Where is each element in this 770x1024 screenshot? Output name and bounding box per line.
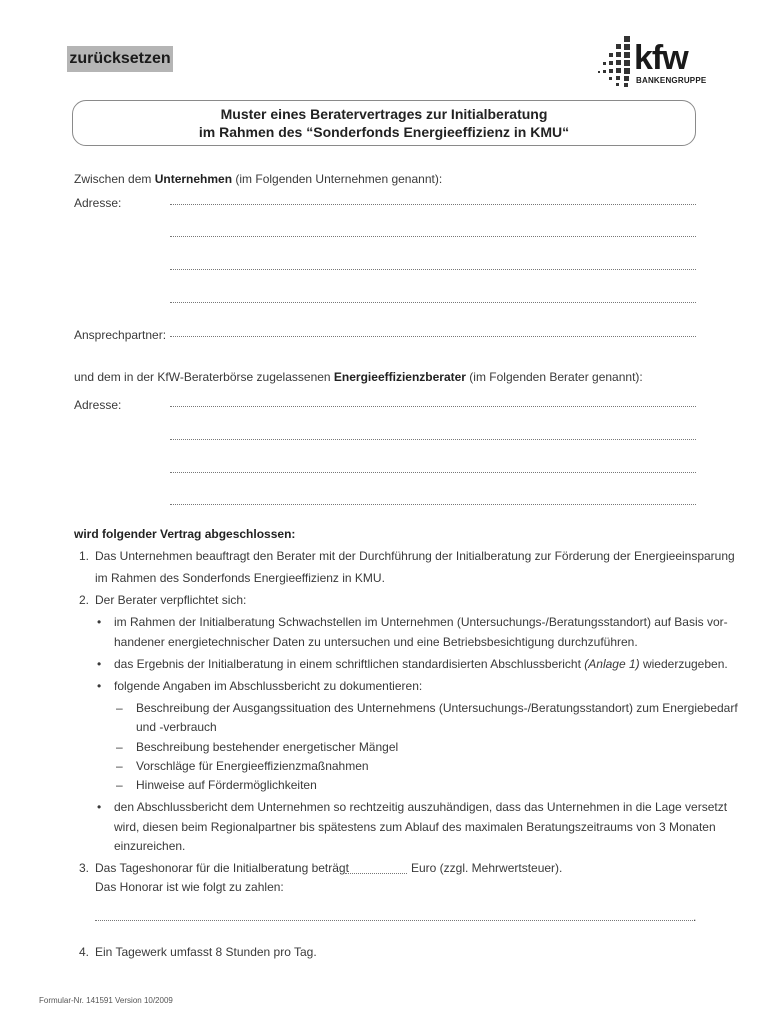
company-address-line-4[interactable] xyxy=(170,302,696,303)
item-1-number: 1. xyxy=(79,549,90,563)
dash-3: – xyxy=(116,759,123,773)
company-address-line-2[interactable] xyxy=(170,236,696,237)
item-4-number: 4. xyxy=(79,945,90,959)
daily-fee-field[interactable] xyxy=(345,873,407,874)
contract-heading: wird folgender Vertrag abgeschlossen: xyxy=(74,527,296,541)
item-3-number: 3. xyxy=(79,861,90,875)
form-number-footer: Formular-Nr. 141591 Version 10/2009 xyxy=(39,996,173,1005)
bullet-4-line-3: einzureichen. xyxy=(114,839,186,853)
dash-4-text: Hinweise auf Fördermöglichkeiten xyxy=(136,778,317,792)
reset-button[interactable]: zurücksetzen xyxy=(67,46,173,72)
bullet-3: • xyxy=(97,679,102,693)
item-1-line-1: Das Unternehmen beauftragt den Berater mit der Durchführung der Initialberatung zur Förderung der Energieeinsparung xyxy=(95,549,735,563)
advisor-address-line-2[interactable] xyxy=(170,439,696,440)
item-3-text-pre: Das Tageshonorar für die Initialberatung beträgt xyxy=(95,861,349,875)
kfw-logo-text: kfw xyxy=(634,39,688,77)
bullet-4-line-1: den Abschlussbericht dem Unternehmen so rechtzeitig auszuhändigen, dass das Unternehmen in die Lage versetzt xyxy=(114,800,728,814)
title-line-1: Muster eines Beratervertrages zur Initialberatung xyxy=(220,106,548,122)
bullet-1-line-1: im Rahmen der Initialberatung Schwachstellen im Unternehmen (Untersuchungs-/Beratungsstandort) auf Basis vor- xyxy=(114,615,728,629)
advisor-address-line-4[interactable] xyxy=(170,504,696,505)
kfw-logo xyxy=(598,36,707,88)
company-address-line-1[interactable] xyxy=(170,204,696,205)
company-address-label: Adresse: xyxy=(74,196,122,210)
item-2-text: Der Berater verpflichtet sich: xyxy=(95,593,247,607)
dash-1-line-1: Beschreibung der Ausgangssituation des Unternehmens (Untersuchungs-/Beratungsstandort) zum Energiebedarf xyxy=(136,701,738,715)
dash-2-text: Beschreibung bestehender energetischer Mängel xyxy=(136,740,399,754)
item-4-text: Ein Tagewerk umfasst 8 Stunden pro Tag. xyxy=(95,945,317,959)
bullet-4: • xyxy=(97,800,102,814)
payment-terms-period: . xyxy=(693,910,697,924)
item-3-text-post: Euro (zzgl. Mehrwertsteuer). xyxy=(411,861,563,875)
advisor-address-line-1[interactable] xyxy=(170,406,696,407)
bullet-1-line-2: handener energietechnischer Daten zu untersuchen und eine Betriebsbesichtigung durchzuführen. xyxy=(114,635,638,649)
bullet-1: • xyxy=(97,615,102,629)
kfw-dots-icon xyxy=(598,36,632,88)
dash-4: – xyxy=(116,778,123,792)
bullet-4-line-2: wird, diesen beim Regionalpartner bis spätestens zum Ablauf des maximalen Beratungszeitraums von 3 Monaten xyxy=(114,820,716,834)
dash-1: – xyxy=(116,701,123,715)
company-address-line-3[interactable] xyxy=(170,269,696,270)
item-3-line-2: Das Honorar ist wie folgt zu zahlen: xyxy=(95,880,284,894)
contact-label: Ansprechpartner: xyxy=(74,328,167,342)
dash-2: – xyxy=(116,740,123,754)
bullet-3-text: folgende Angaben im Abschlussbericht zu dokumentieren: xyxy=(114,679,423,693)
dash-1-line-2: und -verbrauch xyxy=(136,720,217,734)
advisor-address-line-3[interactable] xyxy=(170,472,696,473)
contact-line[interactable] xyxy=(170,336,696,337)
bullet-2-text: das Ergebnis der Initialberatung in einem schriftlichen standardisierten Abschlussbericht (Anlage 1) wiederzugeben. xyxy=(114,657,728,671)
item-2-number: 2. xyxy=(79,593,90,607)
bullet-2: • xyxy=(97,657,102,671)
payment-terms-field[interactable] xyxy=(95,920,693,921)
title-line-2: im Rahmen des “Sonderfonds Energieeffizienz in KMU“ xyxy=(198,124,570,140)
dash-3-text: Vorschläge für Energieeffizienzmaßnahmen xyxy=(136,759,369,773)
advisor-address-label: Adresse: xyxy=(74,398,122,412)
company-intro: Zwischen dem Unternehmen (im Folgenden Unternehmen genannt): xyxy=(74,172,443,186)
advisor-intro: und dem in der KfW-Beraterbörse zugelassenen Energieeffizienzberater (im Folgenden Berater genannt): xyxy=(74,370,643,384)
kfw-logo-subtitle: BANKENGRUPPE xyxy=(636,76,707,85)
item-1-line-2: im Rahmen des Sonderfonds Energieeffizienz in KMU. xyxy=(95,571,385,585)
